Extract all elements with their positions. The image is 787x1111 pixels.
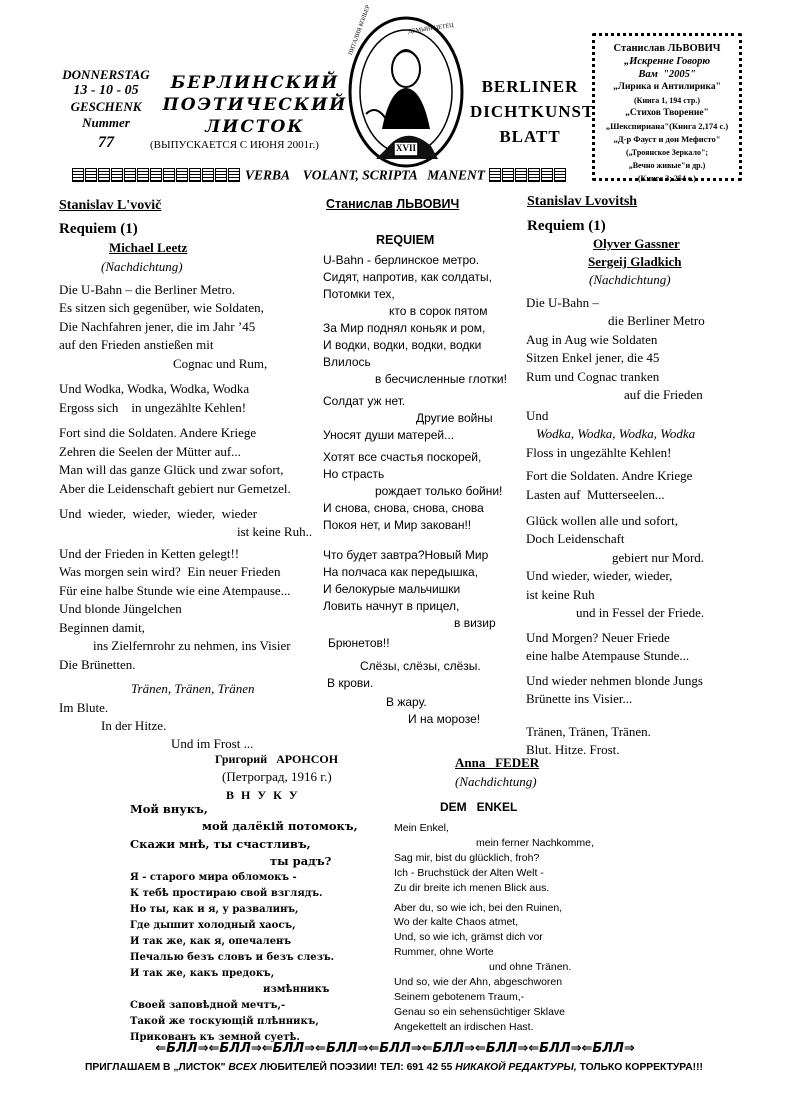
- box-book-line: (Книга 3; 254 с.): [637, 174, 697, 183]
- box-book-line: „Искренне Говорю: [623, 56, 711, 67]
- poem-line: Но страсть: [323, 467, 385, 482]
- poem-line: Zehren die Seelen der Mütter auf...: [59, 443, 241, 459]
- poem-line: Blut. Hitze. Frost.: [526, 741, 620, 757]
- poem-line: Und der Frieden in Ketten gelegt!!: [59, 545, 240, 561]
- poem-line: Ich - Bruchstück der Alten Welt -: [394, 866, 544, 879]
- footer-invite-2: ВСЕХ: [228, 1062, 257, 1073]
- poem-line: Glück wollen alle und sofort,: [526, 512, 678, 528]
- poem-line: Такой же тоскующiй плѣнникъ,: [130, 1016, 319, 1027]
- lower-right-title: DEM ENKEL: [440, 800, 518, 814]
- poem-line: U-Bahn - берлинское метро.: [323, 253, 480, 267]
- poem-line: Хотят все счастья поскорей,: [323, 450, 482, 465]
- footer-invite-1: ПРИГЛАШАЕМ В „ЛИСТОК": [85, 1062, 226, 1073]
- poem-line: Покоя нет, и Мир закован!!: [323, 518, 472, 533]
- logo: [346, 4, 466, 174]
- poem-line: Für eine halbe Stunde wie eine Atempause...: [59, 582, 291, 598]
- poem-line: мой далёкій потомокъ,: [202, 819, 358, 834]
- poem-line: Und wieder nehmen blonde Jungs: [526, 672, 703, 688]
- poem-line: На полчаса как передышка,: [323, 564, 479, 579]
- poem-line: Wodka, Wodka, Wodka, Wodka: [536, 426, 696, 442]
- poem-line: Cognac und Rum,: [173, 355, 268, 371]
- col1-author: Stanislav L'vovič: [59, 198, 162, 213]
- poem-line: die Berliner Metro: [608, 313, 705, 329]
- poem-line: Уносят души матерей...: [323, 428, 455, 443]
- col3-poem: [526, 294, 756, 759]
- footer-ornament: ⇐БЛЛ⇒⇐БЛЛ⇒⇐БЛЛ⇒⇐БЛЛ⇒⇐БЛЛ⇒⇐БЛЛ⇒⇐БЛЛ⇒⇐БЛЛ⇒⇐БЛЛ⇒: [155, 1041, 635, 1056]
- lower-left-title: В Н У К У: [226, 788, 300, 802]
- poem-line: auf die Frieden: [624, 387, 703, 403]
- russian-masthead: [160, 72, 350, 138]
- poem-line: Wo der kalte Chaos atmet,: [394, 916, 519, 929]
- poem-line: Und im Frost ...: [171, 736, 254, 752]
- poem-line: Beginnen damit,: [59, 619, 145, 635]
- poem-line: Fort sind die Soldaten. Andere Kriege: [59, 425, 257, 441]
- poem-line: Где дышит холодный хаосъ,: [130, 920, 296, 931]
- poem-line: в визир: [454, 615, 496, 630]
- poem-line: И водки, водки, водки, водки: [323, 338, 482, 353]
- col1-translator: Michael Leetz: [109, 240, 188, 255]
- box-book-line: „Вечно живые"и др.): [628, 161, 706, 170]
- poem-line: Und so, wie der Ahn, abgeschworen: [394, 976, 563, 989]
- ornament-right: [489, 166, 567, 183]
- poem-line: Seinem gebotenem Traum,-: [394, 990, 525, 1003]
- books-box: [592, 33, 742, 181]
- poem-line: В жару.: [386, 694, 427, 709]
- box-author: Станислав ЛЬВОВИЧ: [613, 43, 721, 54]
- poem-line: в бесчисленные глотки!: [375, 372, 507, 387]
- poem-line: Ловить начнут в прицел,: [323, 598, 460, 613]
- poem-line: Mein Enkel,: [394, 822, 449, 834]
- poem-line: Die U-Bahn –: [526, 295, 599, 310]
- poem-line: Что будет завтра?Новый Мир: [323, 547, 489, 562]
- poem-line: Aber die Leidenschaft gebiert nur Gemetzel.: [59, 480, 291, 496]
- poem-line: ist keine Ruh: [526, 586, 595, 602]
- poem-line: И белокурые мальчишки: [323, 581, 461, 596]
- box-book-line: Вам "2005": [638, 69, 696, 80]
- poem-line: Sitzen Enkel jener, die 45: [526, 350, 660, 366]
- poem-line: Но ты, как и я, у развалинъ,: [130, 904, 299, 915]
- poem-line: Und: [526, 407, 549, 423]
- footer-invite-3: ЛЮБИТЕЛЕЙ ПОЭЗИИ! ТЕЛ: 691 42 55: [259, 1062, 453, 1073]
- poem-line: auf den Frieden anstießen mit: [59, 337, 214, 353]
- poem-line: ты радъ?: [270, 853, 332, 868]
- poem-line: eine halbe Atempause Stunde...: [526, 648, 690, 664]
- motto: VERBA VOLANT, SCRIPTA MANENT: [245, 167, 485, 183]
- footer-invite-4: НИКАКОЙ РЕДАКТУРЫ,: [455, 1062, 577, 1073]
- poem-line: Fort die Soldaten. Andre Kriege: [526, 468, 693, 484]
- box-book-line: „Лирика и Антилирика": [613, 82, 721, 92]
- poem-line: gebiert nur Mord.: [612, 549, 705, 565]
- poem-line: кто в сорок пятом: [389, 304, 488, 319]
- poem-line: Im Blute.: [59, 699, 109, 715]
- poem-line: Und Morgen? Neuer Friede: [526, 629, 670, 645]
- box-book-line: „Д-р Фауст и дон Мефисто": [613, 134, 721, 144]
- poem-line: ins Zielfernrohr zu nehmen, ins Visier: [93, 638, 291, 654]
- poem-line: Genau so ein sehensüchtiger Sklave: [394, 1005, 566, 1018]
- col2-author: Станислав ЛЬВОВИЧ: [326, 197, 460, 211]
- poem-line: И так же, какъ предокъ,: [130, 968, 275, 979]
- lower-right-poem: [394, 821, 614, 1035]
- logo-inscription-2: ПИТАЛИЯ КОЛЬЕР: [348, 4, 372, 57]
- poem-line: К тебѣ простираю свой взглядъ.: [130, 888, 323, 899]
- poem-line: Rummer, ohne Worte: [394, 946, 494, 959]
- col1-poem: [59, 281, 329, 754]
- logo-inscription-1: ДЕМЬЯН ЦЕТЕЦ: [407, 22, 454, 36]
- poem-line: Брюнетов!!: [328, 635, 390, 650]
- poem-line: Es sitzen sich gegenüber, wie Soldaten,: [59, 300, 264, 316]
- poem-line: Солдат уж нет.: [323, 394, 406, 409]
- poem-line: Und, so wie ich, grämst dich vor: [394, 931, 543, 944]
- poem-line: Aug in Aug wie Soldaten: [526, 331, 658, 347]
- edition-date: 13 - 10 - 05: [73, 83, 139, 98]
- poem-line: В крови.: [327, 675, 374, 690]
- masthead-line-2: ПОЭТИЧЕСКИЙ: [162, 95, 348, 115]
- edition-info: [56, 67, 156, 151]
- poem-line: Печалью безъ словъ и безъ слезъ.: [130, 952, 335, 963]
- edition-day: DONNERSTAG: [62, 67, 150, 82]
- poem-line: Ergoss sich in ungezählte Kehlen!: [59, 399, 247, 415]
- poem-line: und ohne Tränen.: [489, 961, 572, 974]
- poem-line: Влилось: [323, 355, 371, 370]
- poem-line: Сидят, напротив, как солдаты,: [323, 270, 493, 285]
- col3-title: Requiem (1): [527, 218, 606, 234]
- masthead-line-3: ЛИСТОК: [205, 117, 305, 137]
- poem-line: Und blonde Jüngelchen: [59, 601, 182, 617]
- poem-line: mein ferner Nachkomme,: [476, 836, 594, 849]
- german-masthead: [470, 74, 595, 149]
- motto-row: [72, 166, 592, 182]
- poem-line: Die Nachfahren jener, die im Jahr ’45: [59, 318, 256, 334]
- poem-line: Aber du, so wie ich, bei den Ruinen,: [394, 901, 563, 914]
- poem-line: И так же, как я, опечаленъ: [130, 936, 292, 947]
- lower-left-author: Григорий АРОНСОН: [215, 752, 339, 766]
- poem-line: Tränen, Tränen, Tränen: [131, 681, 255, 697]
- poem-line: Прикованъ къ земной суетѣ.: [130, 1032, 300, 1043]
- col3-note: (Nachdichtung): [589, 272, 671, 287]
- poem-line: Und Wodka, Wodka, Wodka, Wodka: [59, 381, 250, 397]
- german-title-3: BLATT: [499, 127, 561, 146]
- poem-line: Я - старого мира обломокъ -: [130, 872, 297, 883]
- box-book-line: „Стихов Творение": [625, 108, 709, 118]
- poem-line: И на морозе!: [408, 711, 481, 726]
- poem-line: In der Hitze.: [101, 717, 167, 733]
- poem-line: Man will das ganze Glück und zwar sofort,: [59, 462, 284, 478]
- box-book-line: („Троянское Зеркало";: [625, 148, 709, 157]
- poem-line: Floss in ungezählte Kehlen!: [526, 444, 672, 460]
- col1-title: Requiem (1): [59, 221, 138, 237]
- poem-line: Zu dir breite ich menen Blick aus.: [394, 881, 550, 894]
- col3-author: Stanislav Lvovitsh: [527, 194, 638, 209]
- col3-translator: Olyver Gassner: [593, 236, 680, 251]
- since-note: (ВЫПУСКАЕТСЯ С ИЮНЯ 2001г.): [150, 139, 319, 151]
- lower-left-poem: [130, 801, 358, 1046]
- edition-number: 77: [98, 134, 114, 151]
- lower-right-author: Anna FEDER: [455, 755, 540, 770]
- footer-invite-5: ТОЛЬКО КОРРЕКТУРА!!!: [579, 1062, 703, 1073]
- poem-line: Was morgen sein wird? Ein neuer Frieden: [59, 564, 281, 580]
- lower-right-note: (Nachdichtung): [455, 774, 537, 789]
- poem-line: рождает только бойни!: [375, 484, 503, 499]
- col2-title: REQUIEM: [376, 233, 435, 247]
- poem-line: Angekettelt an irdischen Hast.: [394, 1020, 534, 1033]
- poem-line: Brünette ins Visier...: [526, 691, 633, 707]
- poem-line: Lasten auf Mutterseelen...: [526, 486, 665, 502]
- poem-line: Скажи мнѣ, ты счастливъ,: [130, 836, 311, 851]
- poem-line: Sag mir, bist du glücklich, froh?: [394, 851, 540, 864]
- poem-line: За Мир поднял коньяк и ром,: [323, 321, 486, 336]
- ornament-left: [72, 166, 245, 183]
- poem-line: измѣнникъ: [263, 984, 330, 995]
- lower-left-place: (Петроград, 1916 г.): [222, 769, 332, 784]
- poem-line: Потомки тех,: [323, 287, 395, 302]
- poem-line: Und wieder, wieder, wieder,: [526, 568, 673, 584]
- poem-line: Die Brünetten.: [59, 656, 136, 672]
- german-title-1: BERLINER: [481, 77, 579, 96]
- edition-gift: GESCHENK: [70, 99, 142, 114]
- poem-line: Rum und Cognac tranken: [526, 368, 660, 384]
- col3-translator: Sergeij Gladkich: [588, 254, 682, 269]
- box-book-line: (Книга 1, 194 стр.): [633, 96, 700, 105]
- poem-line: Мой внукъ,: [130, 802, 208, 816]
- col2-poem: [323, 252, 513, 728]
- masthead-line-1: БЕРЛИНСКИЙ: [170, 73, 340, 93]
- poem-line: Другие войны: [416, 411, 493, 426]
- poem-line: und in Fessel der Friede.: [576, 605, 705, 621]
- edition-number-label: Nummer: [82, 115, 130, 130]
- poem-line: ist keine Ruh..: [237, 524, 313, 540]
- poem-line: Und wieder, wieder, wieder, wieder: [59, 505, 258, 521]
- box-book-line: „Шекспириана"(Книга 2,174 с.): [605, 121, 729, 131]
- footer-invitation: [34, 1062, 754, 1073]
- poem-line: Слёзы, слёзы, слёзы.: [360, 658, 481, 673]
- poem-line: Doch Leidenschaft: [526, 531, 625, 547]
- german-title-2: DICHTKUNST: [470, 102, 595, 121]
- poem-line: И снова, снова, снова, снова: [323, 501, 484, 516]
- col1-note: (Nachdichtung): [101, 259, 183, 274]
- poem-line: Die U-Bahn – die Berliner Metro.: [59, 282, 236, 297]
- logo-roman-numeral: XVII: [395, 143, 416, 153]
- poem-line: Tränen, Tränen, Tränen.: [526, 723, 651, 739]
- poem-line: Своей заповѣдной мечтъ,-: [130, 1000, 286, 1011]
